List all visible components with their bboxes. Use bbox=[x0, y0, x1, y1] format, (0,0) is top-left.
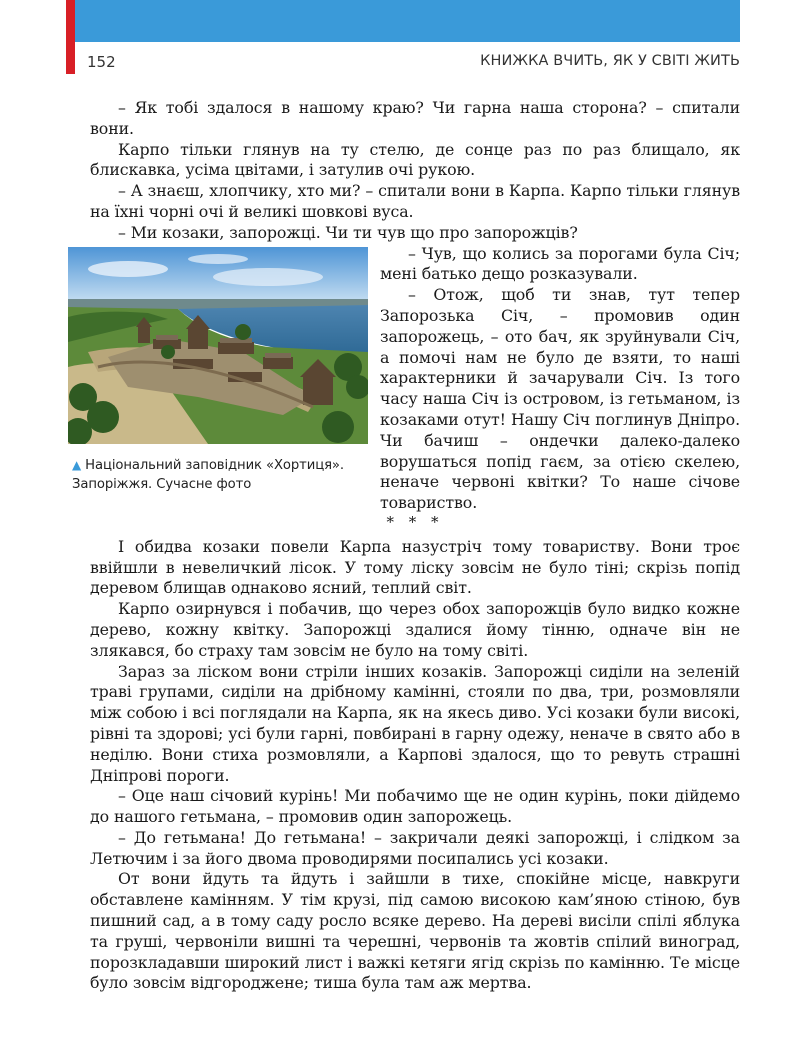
page-body bbox=[72, 98, 740, 994]
paragraph: От вони йдуть та йдуть і зайшли в тихе, спокійне місце, навкруги обставлене камінням. У тім крузі, під самою високою кам’яною стіною, був пишний сад, а в тому саду росло всяке дерево. На дереві висіли спілі яблука та груші, червоніли вишні та черешні, червонів та жовтів спілий виноград, порозкладавши широкий лист і важкі кетяги ягід скрізь по камінню. Те місце було зовсім відгороджене; тиша була там аж мертва. bbox=[90, 869, 740, 993]
paragraph: – Оце наш січовий курінь! Ми побачимо ще не один курінь, поки дійдемо до нашого гетьмана, – промовив один запорожець. bbox=[90, 786, 740, 827]
header-band bbox=[72, 0, 740, 42]
header-accent-bar bbox=[66, 0, 75, 74]
paragraph: – До гетьмана! До гетьмана! – закричали деякі запорожці, і слідком за Летючим і за його двома проводирями посипались усі козаки. bbox=[90, 827, 740, 868]
caption-text: Національний заповідник «Хортиця». Запоріжжя. Сучасне фото bbox=[72, 457, 344, 492]
triangle-icon: ▲ bbox=[72, 457, 82, 472]
paragraph: – Чув, що колись за порогами була Січ; мені батько дещо розказували. bbox=[380, 243, 740, 284]
paragraph: Зараз за ліском вони стріли інших козаків. Запорожці сиділи на зеленій траві групами, сиділи на дрібному камінні, стояли по два, три, розмовляли між собою і всі поглядали на Карпа, як на якесь диво. Усі козаки були високі, рівні та здорові; усі були гарні, повбирані в гарну одежу, неначе в свято або в неділю. Вони стиха розмовляли, а Карпові здалося, що то ревуть страшні Дніпрові пороги. bbox=[90, 661, 740, 785]
paragraph: Карпо тільки глянув на ту стелю, де сонце раз по раз блищало, як блискавка, усіма цвітами, і затулив очі рукою. bbox=[90, 139, 740, 180]
paragraph: І обидва козаки повели Карпа назустріч тому товариству. Вони троє ввійшли в невеличкий лісок. У тому ліску зовсім не було тіні; скрізь попід деревом блищав однаково ясний, теплий світ. bbox=[90, 536, 740, 598]
page-number: 152 bbox=[87, 53, 116, 71]
figure-caption bbox=[72, 456, 368, 494]
khortytsia-photo bbox=[68, 247, 368, 444]
paragraph: – Ми козаки, запорожці. Чи ти чув що про запорожців? bbox=[118, 222, 578, 242]
figure bbox=[68, 247, 368, 494]
paragraph: – Отож, щоб ти знав, тут тепер Запорозька Січ, – промовив один запорожець, – ото бач, як зруйнували Січ, а помочі нам не було де взяти, то наші характерники й зачарували Січ. Із того часу наша Січ із островом, із гетьманом, із козаками отут! Нашу Січ поглинув Дніпро. Чи бачиш – ондечки далеко-далеко ворушаться попід гаєм, за отією скелею, неначе червоні квітки? То наше січове товариство. bbox=[380, 285, 740, 513]
running-title: КНИЖКА ВЧИТЬ, ЯК У СВІТІ ЖИТЬ bbox=[480, 53, 740, 69]
paragraph: – Як тобі здалося в нашому краю? Чи гарна наша сторона? – спитали вони. bbox=[90, 98, 740, 138]
paragraph: – А знаєш, хлопчику, хто ми? – спитали вони в Карпа. Карпо тільки глянув на їхні чорні очі й великі шовкові вуса. bbox=[90, 181, 740, 221]
paragraph: Карпо озирнувся і побачив, що через обох запорожців було видко кожне дерево, кожну квітку. Запорожці здалися йому тінню, одначе він не злякався, бо страху там зовсім не було на тому світі. bbox=[90, 599, 740, 660]
section-separator: * * * bbox=[386, 512, 444, 531]
